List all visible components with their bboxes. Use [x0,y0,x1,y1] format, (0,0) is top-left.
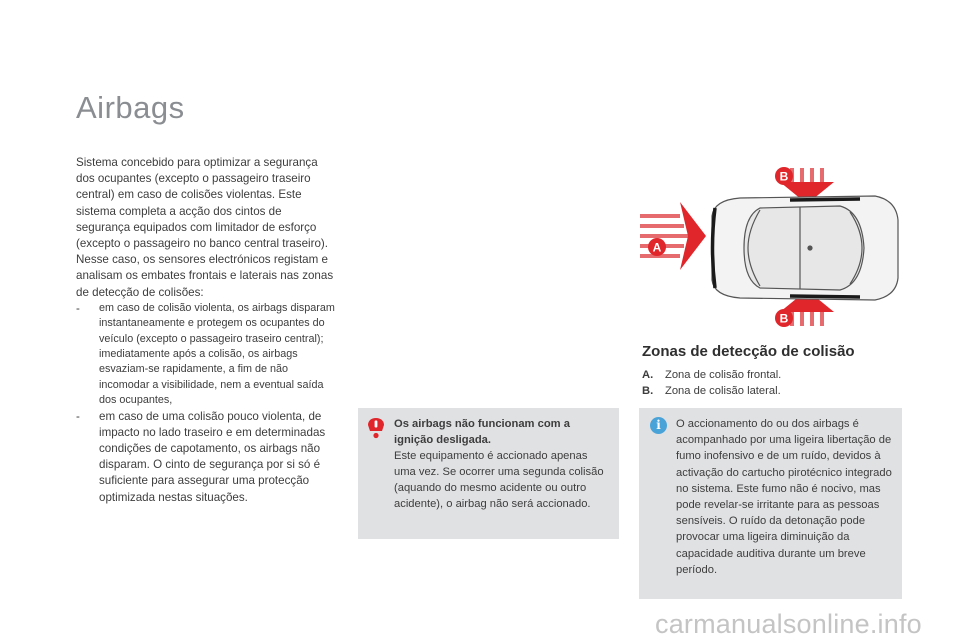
warning-box [358,408,619,539]
car-top-view [712,196,898,300]
zones-list [642,367,781,399]
list-item [642,367,781,383]
label-b-top-badge [775,167,793,185]
info-icon: i [650,417,667,434]
zone-key: A. [642,369,654,381]
label-b-bottom-badge [775,309,793,327]
intro-text [76,155,338,506]
list-item-text: em caso de uma colisão pouco violenta, de impacto no lado traseiro e em determinadas condições de capotamento, os airbags não disparam. O cinto de segurança por si só é suficiente para assegurar uma protecção optimizada nestas situações. [99,409,326,504]
zone-text: Zona de colisão lateral. [665,385,781,397]
info-box [639,408,902,599]
list-item [76,301,338,409]
label-b-bottom: B [779,311,789,326]
label-a: A [652,240,662,255]
zone-key: B. [642,385,654,397]
label-a-badge [648,238,666,256]
page-title: Airbags [76,90,185,125]
warning-title: Os airbags não funcionam com a ignição desligada. [394,418,570,446]
list-dash: - [76,301,80,315]
watermark: carmanualsonline.info [655,609,922,639]
front-impact-arrow [640,202,706,270]
label-b-top: B [779,169,789,184]
zone-text: Zona de colisão frontal. [665,369,782,381]
info-text: O accionamento do ou dos airbags é acompanhado por uma ligeira libertação de fumo inofensivo e de um ruído, devidos à activação do cartucho pirotécnico integrado no sistema. Este fumo não é nocivo, mas pode revelar-se irritante para as pessoas sensíveis. O ruído da detonação pode provocar uma ligeira diminuição da capacidade auditiva durante um breve período. [676,418,892,576]
zones-title: Zonas de detecção de colisão [642,343,855,360]
list-dash: - [76,409,80,423]
list-item [76,409,338,506]
warning-icon [367,417,385,439]
list-item-text: em caso de colisão violenta, os airbags disparam instantaneamente e protegem os ocupantes do veículo (excepto o passageiro traseiro central); imediatamente após a colisão, os airbags esvaziam-se rapidamente, a fim de não incomodar a visibilidade, nem a eventual saída dos ocupantes, [99,301,335,407]
collision-zones-diagram [640,160,902,332]
list-item [642,383,781,399]
intro-paragraph: Sistema concebido para optimizar a segurança dos ocupantes (excepto o passageiro traseiro central) em caso de colisões violentas. Este sistema completa a acção dos cintos de segurança equipados com limitador de esforço (excepto o passageiro no banco central traseiro). Nesse caso, os sensores electrónicos registam e analisam os embates frontais e laterais nas zonas de detecção de colisões: [76,156,334,299]
warning-text: Este equipamento é accionado apenas uma vez. Se ocorrer uma segunda colisão (aquando do mesmo acidente ou outro acidente), o airbag não será accionado. [394,450,604,510]
